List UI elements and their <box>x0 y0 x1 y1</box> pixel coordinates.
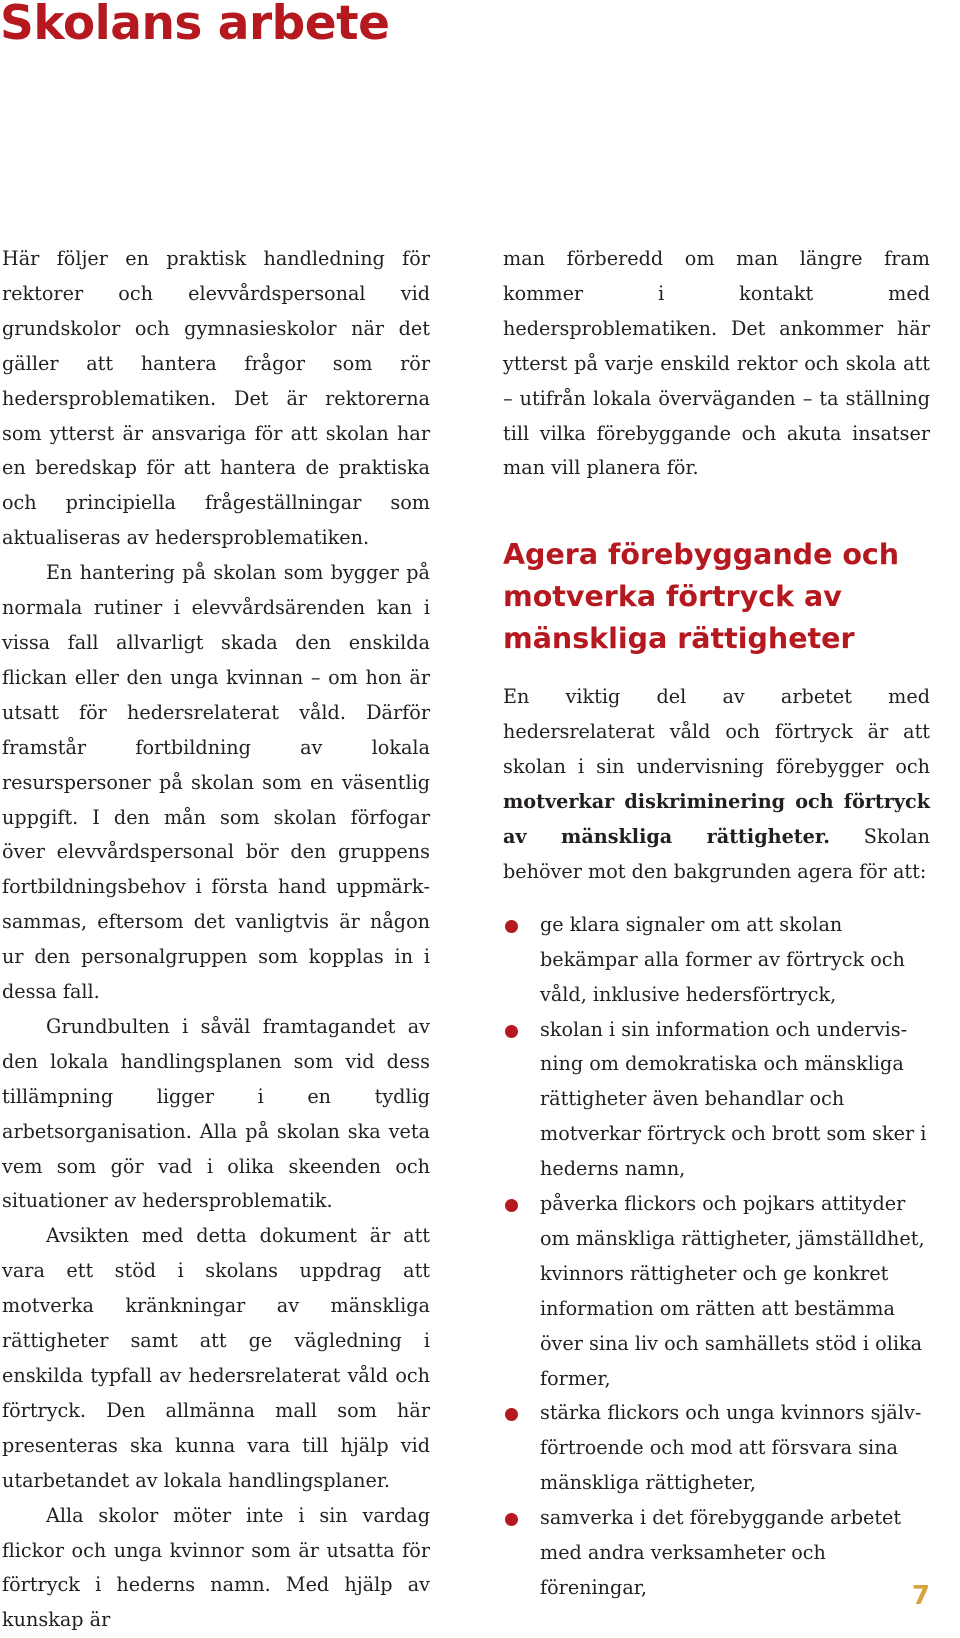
paragraph: En hantering på skolan som bygger på normala rutiner i elevvårdsärenden kan i vissa fall allvarligt skada den enskilda flickan eller den unga kvinnan – om hon är utsatt för hedersrelaterat våld. Därför framstår fortbildning av lokala resurspersoner på skolan som en väsentlig uppgift. I den mån som skolan förfogar över elevvårdspersonal bör den gruppens fortbildningsbehov i första hand uppmärksammas, eftersom det vanligtvis är någon ur den personalgruppen som kopplas in i dessa fall. <box>2 561 430 1004</box>
paragraph: Här följer en praktisk handledning för rektorer och elevvårdspersonal vid grundskolor och gymnasieskolor när det gäller att hantera frågor som rör hedersproblematiken. Det är rektorerna som ytterst är ansvariga för att skolan har en beredskap för att hantera de praktiska och principiella frågeställningar som aktualiseras av hedersproblematiken. <box>2 247 430 550</box>
list-item-text: ge klara signaler om att skolan bekämpar alla former av förtryck och våld, inklusive hedersförtryck, <box>540 912 905 1006</box>
list-item <box>503 1013 930 1188</box>
list-item-text: samverka i det förebyggande arbetet med andra verksamheter och föreningar, <box>540 1506 902 1599</box>
bullet-icon <box>505 1025 518 1038</box>
bullet-icon <box>505 1408 518 1421</box>
paragraph: Alla skolor möter inte i sin vardag flickor och unga kvinnor som är utsatta för förtryck i hederns namn. Med hjälp av kunskap är <box>2 1503 430 1632</box>
page-number: 7 <box>911 1581 930 1611</box>
list-item-text: påverka flickors och pojkars attityder om mänskliga rättigheter, jämställdhet, kvinnors rättigheter och ge konkret information om rätten att bestämma över sina liv och samhällets stöd i olika former, <box>540 1192 925 1390</box>
list-item <box>503 1501 930 1606</box>
right-column <box>503 242 930 1606</box>
paragraph: man förberedd om man längre fram kommer i kontakt med hedersproblematiken. Det ankommer här ytterst på varje enskild rektor och skola att – utifrån lokala överväganden – ta ställning till vilka förebyggande och akuta insatser man vill planera för. <box>503 247 930 480</box>
bullet-list <box>503 908 930 1606</box>
section-heading: Agera förebyggande och motverka förtryck av mänskliga rättigheter <box>503 538 900 656</box>
paragraph: Grundbulten i såväl framtagandet av den lokala handlingsplanen som vid dess tillämpning ligger i en tydlig arbetsorganisation. Alla på skolan ska veta vem som gör vad i olika skeenden och situationer av hedersproblematik. <box>2 1014 430 1213</box>
list-item-text: skolan i sin information och undervisning om demokratiska och mänskliga rättigheter även behandlar och motverkar förtryck och brott som sker i hederns namn, <box>540 1017 927 1181</box>
page-title: Skolans arbete <box>0 0 390 51</box>
left-column <box>2 242 430 1638</box>
bullet-icon <box>505 1199 518 1212</box>
list-item <box>503 908 930 1013</box>
bullet-icon <box>505 920 518 933</box>
paragraph: Avsikten med detta dokument är att vara ett stöd i skolans uppdrag att motverka kränkningar av mänskliga rättigheter samt att ge vägledning i enskilda typfall av hedersrelaterat våld och förtryck. Den allmänna mall som här presenteras ska kunna vara till hjälp vid utarbetandet av lokala handlingsplaner. <box>2 1224 430 1492</box>
list-item <box>503 1396 930 1501</box>
bullet-icon <box>505 1513 518 1526</box>
paragraph <box>503 680 930 889</box>
list-item <box>503 1187 930 1396</box>
paragraph-text: Skolan behöver mot den bakgrunden agera för att: <box>503 824 930 883</box>
list-item-text: stärka flickors och unga kvinnors självförtroende och mod att försvara sina mänskliga rättigheter, <box>540 1401 922 1495</box>
emphasized-text: motverkar diskriminering och förtryck av mänskliga rättigheter. <box>503 790 930 848</box>
paragraph-text: En viktig del av arbetet med hedersrelaterat våld och förtryck är att skolan i sin undervisning förebygger och <box>503 685 930 779</box>
